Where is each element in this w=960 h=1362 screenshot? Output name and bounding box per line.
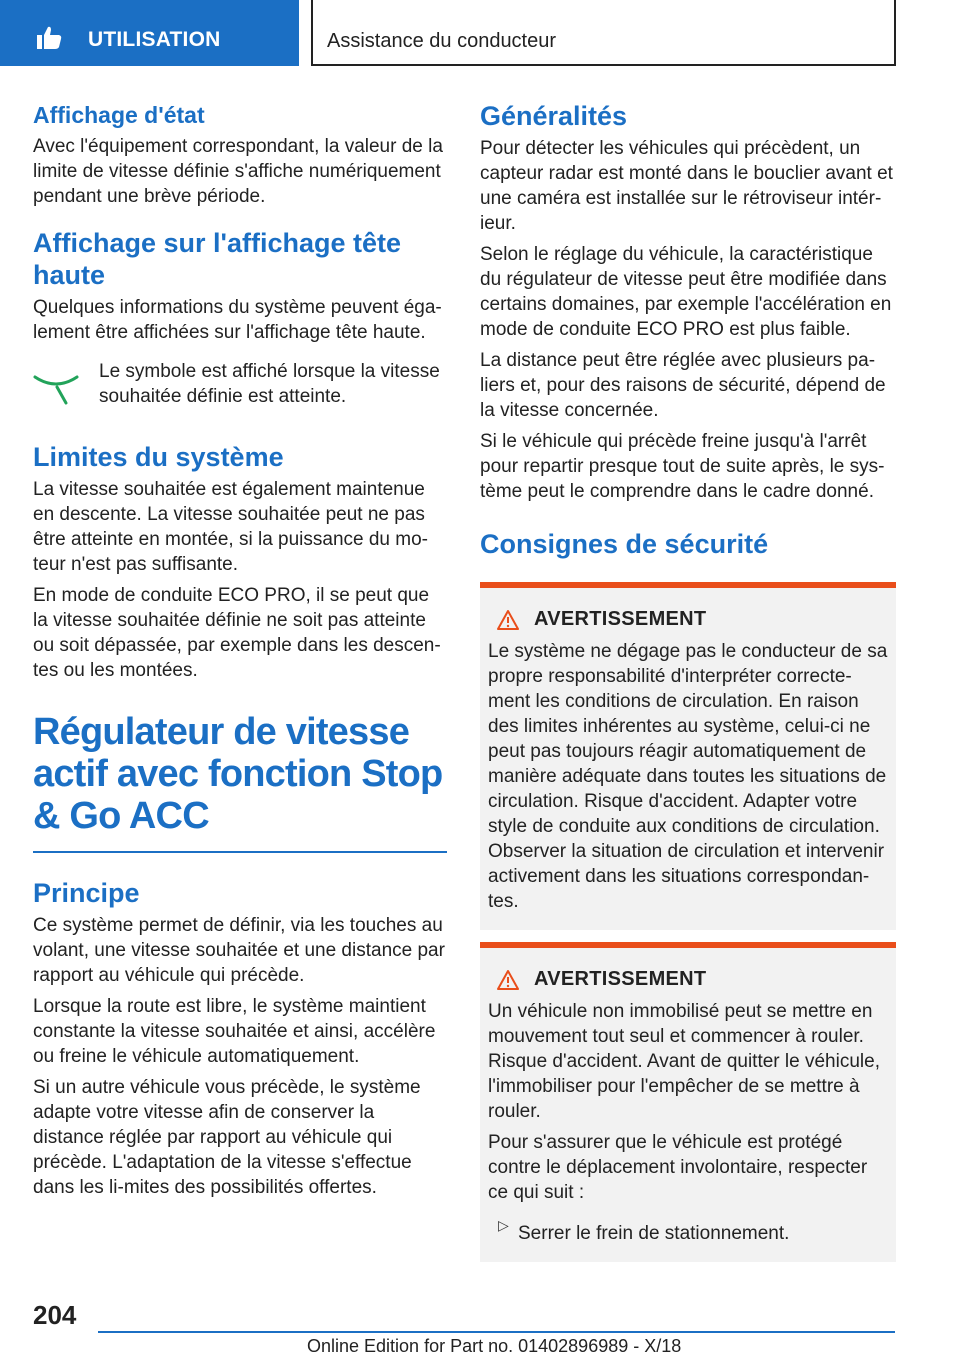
heading-consignes: Consignes de sécurité	[480, 529, 769, 559]
text-generalites-3: La distance peut être réglée avec plusieurs pa-liers et, pour des raisons de sécurité, dépend de la vitesse concernée.	[480, 350, 886, 421]
warning-title: AVERTISSEMENT	[534, 608, 707, 630]
warning-text-1: Un véhicule non immobilisé peut se mettre en mouvement tout seul et commencer à rouler. Risque d'accident. Avant de quitter le véhicule, l'immobiliser pour l'empêcher de se mettre à rouler.	[488, 1001, 880, 1122]
left-column	[33, 100, 447, 1200]
section-tab	[311, 0, 896, 66]
heading-limites: Limites du système	[33, 442, 284, 472]
text-principe-1: Ce système permet de définir, via les touches au volant, une vitesse souhaitée et une distance par rapport au véhicule qui précède.	[33, 914, 445, 986]
warning-triangle-icon	[496, 969, 520, 991]
list-item-text: Serrer le frein de stationnement.	[518, 1223, 790, 1244]
heading-acc: Régulateur de vitesse actif avec fonction Stop & Go ACC	[33, 711, 443, 837]
text-affichage-etat: Avec l'équipement correspondant, la valeur de la limite de vitesse définie s'affiche numériquement pendant une brève période.	[33, 136, 443, 207]
heading-affichage-etat: Affichage d'état	[33, 102, 205, 128]
footer-edition: Online Edition for Part no. 01402896989 - X/18	[307, 1336, 682, 1356]
heading-divider	[33, 851, 447, 853]
bullet-triangle-icon: ▷	[498, 1217, 509, 1233]
warning-triangle-icon	[496, 609, 520, 631]
text-generalites-2: Selon le réglage du véhicule, la caractéristique du régulateur de vitesse peut être modifiée dans certains domaines, par exemple l'accélération en mode de conduite ECO PRO est plus faible.	[480, 244, 892, 340]
heading-principe: Principe	[33, 877, 140, 908]
text-symbol: Le symbole est affiché lorsque la vitesse souhaitée définie est atteinte.	[99, 361, 440, 407]
text-generalites-4: Si le véhicule qui précède freine jusqu'à l'arrêt pour repartir presque tout de suite après, le sys-tème peut le comprendre dans le cadre donné.	[480, 431, 885, 502]
speed-reached-icon	[33, 371, 79, 407]
chapter-label: UTILISATION	[88, 28, 221, 51]
warning-header	[496, 608, 888, 631]
page-number: 204	[33, 1300, 77, 1330]
warning-text: Le système ne dégage pas le conducteur de sa propre responsabilité d'interpréter correcte-ment les conditions de circulation. En raison des limites inhérentes au système, celui-ci ne peut pas toujours réagir automatiquement de manière adéquate dans toutes les situations de circulation. Risque d'accident. Adapter votre style de conduite aux conditions de circulation. Observer la situation de circulation et intervenir activement dans les situations correspondan-tes.	[488, 641, 888, 912]
hand-pointer-icon	[34, 24, 64, 52]
warning-box-2	[480, 942, 896, 1262]
text-hud: Quelques informations du système peuvent éga-lement être affichées sur l'affichage tête haute.	[33, 297, 442, 343]
text-principe-2: Lorsque la route est libre, le système maintient constante la vitesse souhaitée et ainsi, accélère ou freine le véhicule automatiquement.	[33, 995, 436, 1067]
warning-box-1	[480, 582, 896, 930]
symbol-note	[33, 359, 447, 421]
warning-text-2: Pour s'assurer que le véhicule est protégé contre le déplacement involontaire, respecter ce qui suit :	[488, 1132, 868, 1203]
heading-generalites: Généralités	[480, 101, 628, 131]
section-label: Assistance du conducteur	[327, 30, 557, 52]
text-limites-1: La vitesse souhaitée est également maintenue en descente. La vitesse souhaitée peut ne pas être atteinte en montée, si la puissance du mo-teur n'est pas suffisante.	[33, 479, 429, 575]
text-principe-3: Si un autre véhicule vous précède, le système adapte votre vitesse afin de conserver la distance réglée par rapport au véhicule qui précède. L'adaptation de la vitesse s'effectue dans les li-mites des possibilités offertes.	[33, 1076, 421, 1198]
chapter-tab[interactable]	[0, 0, 299, 66]
heading-hud: Affichage sur l'affichage tête haute	[33, 228, 402, 290]
footer-divider	[98, 1331, 895, 1333]
page-header	[0, 0, 960, 66]
list-item	[488, 1213, 888, 1246]
warning-title: AVERTISSEMENT	[534, 968, 707, 990]
right-column	[480, 100, 896, 1262]
text-generalites-1: Pour détecter les véhicules qui précèdent, un capteur radar est monté dans le bouclier avant et une caméra est installée sur le rétroviseur intér-ieur.	[480, 138, 893, 234]
warning-header	[496, 968, 888, 991]
text-limites-2: En mode de conduite ECO PRO, il se peut que la vitesse souhaitée définie ne soit pas atteinte ou soit dépassée, par exemple dans les descen-tes ou les montées.	[33, 585, 441, 681]
